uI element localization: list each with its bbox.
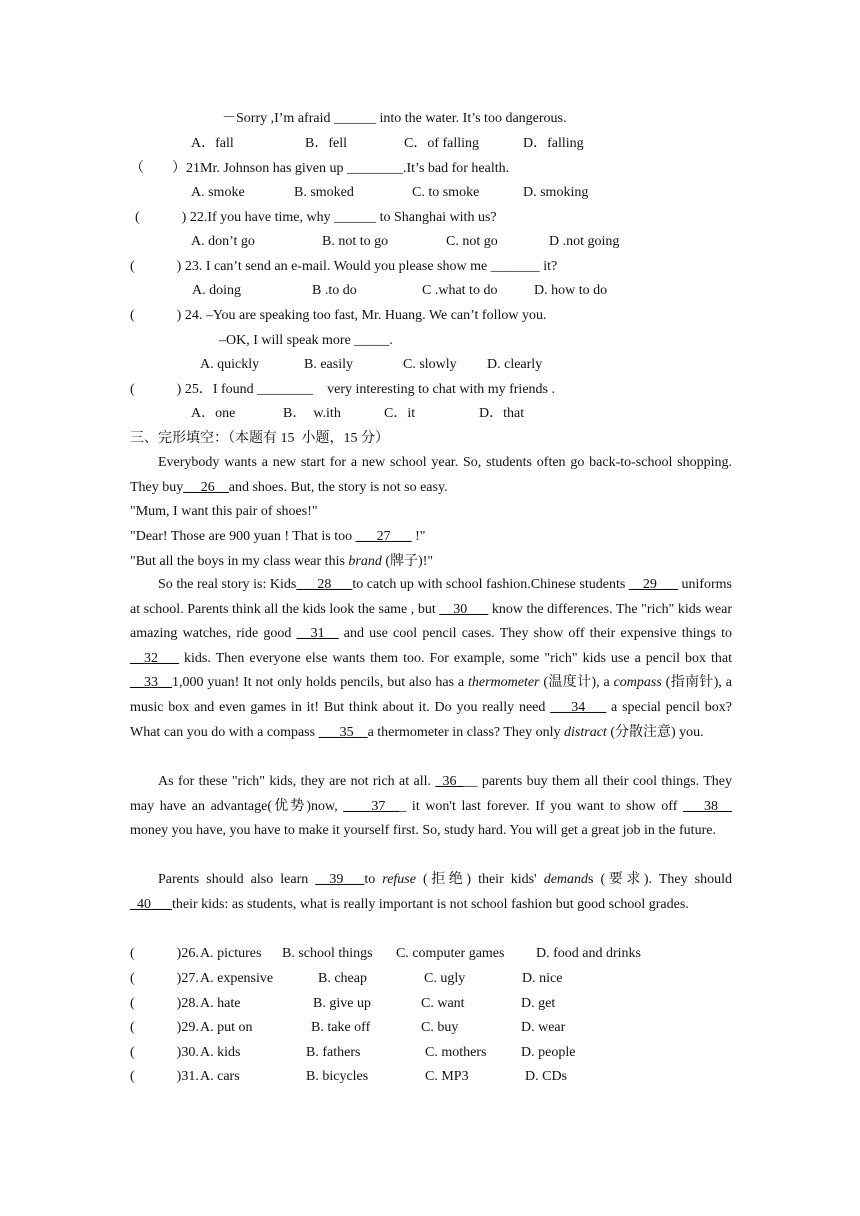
q20-line: －Sorry ,I’m afraid ______ into the water. It’s too dangerous. (222, 111, 567, 126)
section3-heading: 三、完形填空：（本题有 15 小题，15 分） (130, 431, 389, 446)
q20-option-d: D．falling (523, 136, 584, 151)
blank-27: ___27___ (355, 529, 412, 544)
q22-option-b: B. not to go (322, 234, 389, 249)
word-brand: brand (348, 554, 382, 569)
word-thermometer: thermometer (467, 675, 540, 691)
q22-option-c: C. not go (446, 234, 498, 249)
blank-37: ____37__ (343, 798, 400, 814)
q21-option-c: C. to smoke (412, 185, 480, 200)
q23-option-a: A. doing (192, 283, 241, 298)
q22-stem: ( ) 22.If you have time, why ______ to Shanghai with us? (135, 210, 497, 225)
q25-option-c: C．it (384, 406, 416, 421)
q21-stem: （ ）21Mr. Johnson has given up ________.It’s bad for health. (130, 161, 510, 176)
q20-option-b: B．fell (305, 136, 347, 151)
blank-32: __32___ (130, 650, 179, 666)
q22-option-a: A. don’t go (191, 234, 255, 249)
passage-paragraph-4: Parents should also learn __39___to refuse (拒绝) their kids' demands (要求). They should _40___their kids: as students, what is really important is not school fashion but good school grades. (130, 872, 733, 912)
passage-paragraph-3: As for these "rich" kids, they are not rich at all. _36___ parents buy them all their cool things. They may have an advantage(优势)now, ____37___ it won't last forever. If you want to show off ___38__ money you have, you have to make it yourself first. So, study hard. You will get a great job in the future. (130, 774, 732, 839)
q23-option-c: C .what to do (422, 283, 498, 298)
q23-option-d: D. how to do (534, 283, 608, 298)
word-distract: distract (564, 724, 607, 740)
blank-26: __ 26__ (183, 479, 229, 495)
blank-33: __33__ (130, 675, 172, 691)
blank-28: ___28___ (296, 577, 353, 592)
q25-option-d: D．that (479, 406, 525, 421)
blank-35: ___35__ (318, 724, 368, 740)
q20-option-c: C．of falling (404, 136, 480, 151)
word-compass: compass (613, 675, 662, 691)
word-demands: demand (543, 872, 589, 887)
q21-option-a: A. smoke (191, 185, 245, 200)
q25-option-a: A．one (191, 406, 236, 421)
dialogue-line-3: "But all the boys in my class wear this brand (牌子)!" (130, 554, 434, 569)
blank-31: __31__ (296, 626, 339, 642)
exam-page: －Sorry ,I’m afraid ______ into the water. It’s too dangerous. A．fall B．fell C．of falling D．falling （ ）21Mr. Johnson has given up ________.It’s bad for health. A. smoke B. smoked C. to smoke D. smoking ( ) 22.If you have time, why ______ to Shanghai with us? A. don’t go B. not to go C. not go D .not going ( ) 23. I can’t send an e-mail. Would you please show me _______ it? A. doing B .to do C .what to do D. how to do ( ) 24. –You are speaking too fast, Mr. Huang. We can’t follow you. –OK, I will speak more _____. A. quickly B. easily C. slowly D. clearly ( ) 25．I found ________ very interesting to chat with my friends . A．one B． w.ith C．it D．that 三、完形填空：（本题有 15 小题，15 分） Everybody wants a new start for a new school year. So, students often go back-to-school shopping. They buy__ 26__and shoes. But, the story is not so easy. "Mum, I want this pair of shoes!" "Dear! Those are 900 yuan ! That is too ___27___ !" "But all the boys in my class wear this brand (牌子)!" So the real story is: Kids___28___to catch up with school fashion.Chinese students __29___ uniforms at school. Parents think all the kids look the same , but __30___ know the differences. The "rich" kids wear amazing watches, ride good __31__ and use cool pencil cases. They show off their expensive things to __32___ kids. Then everyone else wants them too. For example, some "rich" kids use a pencil box that __33__1,000 yuan! It not only holds pencils, but also has a thermometer (温度计), a compass (指南针), a music box and even games in it! But think about it. Do you really need ___34___ a special pencil box? What can you do with a compass ___35__a thermometer in class? They only distract (分散注意) you. As for these "rich" kids, they are not rich at all. _36___ parents buy them all their cool things. They may have an advantage(优势)now, ____37___ it won't last forever. If you want to show off ___38__ money you have, you have to make it yourself first. So, study hard. You will get a great job in the future. Parents should also learn __39___to refuse (拒绝) their kids' demands (要求). They should _40___their kids: as students, what is really important is not school fashion but good school grades. ( )26. A. pictures B. school things C. computer games D. food and drinks ( )27. A. expensive B. cheap C. ugly D. nice ( )28. A. hate B. give up C. want D. get ( )29. A. put on B. take off C. buy D. wear ( )30. A. kids B. fathers C. mothers D. people ( )31. A. cars B. bicycles C. MP3 D. CDs (130, 111, 733, 1084)
blank-30: __30___ (439, 601, 489, 617)
dialogue-line-2: "Dear! Those are 900 yuan ! That is too ___27___ !" (130, 529, 426, 544)
q25-option-b: B． w.ith (283, 406, 341, 421)
q21-option-d: D. smoking (523, 185, 589, 200)
q21-option-b: B. smoked (294, 185, 354, 200)
q24-option-d: D. clearly (487, 357, 543, 372)
blank-29: __29___ (628, 577, 678, 592)
dialogue-line-1: "Mum, I want this pair of shoes!" (130, 504, 318, 519)
q25-stem: ( ) 25．I found ________ very interesting to chat with my friends . (130, 382, 555, 397)
q23-stem: ( ) 23. I can’t send an e-mail. Would you please show me _______ it? (130, 259, 558, 274)
q24-option-a: A. quickly (200, 357, 260, 372)
q24-option-c: C. slowly (403, 357, 457, 372)
q24-reply: –OK, I will speak more _____. (219, 333, 393, 348)
passage-paragraph-1: Everybody wants a new start for a new school year. So, students often go back-to-school shopping. They buy__ 26__and shoes. But, the story is not so easy. (130, 455, 732, 495)
blank-40: _40___ (130, 896, 172, 912)
q24-stem: ( ) 24. –You are speaking too fast, Mr. Huang. We can’t follow you. (130, 308, 547, 323)
q23-option-b: B .to do (312, 283, 357, 298)
q24-option-b: B. easily (304, 357, 353, 372)
word-refuse: refuse (382, 872, 416, 887)
passage-paragraph-2: So the real story is: Kids___28___to catch up with school fashion.Chinese students __29___ uniforms at school. Parents think all the kids look the same , but __30___ know the differences. The "rich" kids wear amazing watches, ride good __31__ and use cool pencil cases. They show off their expensive things to __32___ kids. Then everyone else wants them too. For example, some "rich" kids use a pencil box that __33__1,000 yuan! It not only holds pencils, but also has a thermometer (温度计), a compass (指南针), a music box and even games in it! But think about it. Do you really need ___34___ a special pencil box? What can you do with a compass ___35__a thermometer in class? They only distract (分散注意) you. (130, 577, 733, 740)
q22-option-d: D .not going (549, 234, 620, 249)
blank-39: __39___ (315, 872, 365, 887)
q20-option-a: A．fall (191, 136, 234, 151)
blank-38: ___38__ (683, 798, 732, 814)
blank-36: _36_ (435, 774, 464, 789)
blank-34: ___34___ (550, 699, 607, 715)
